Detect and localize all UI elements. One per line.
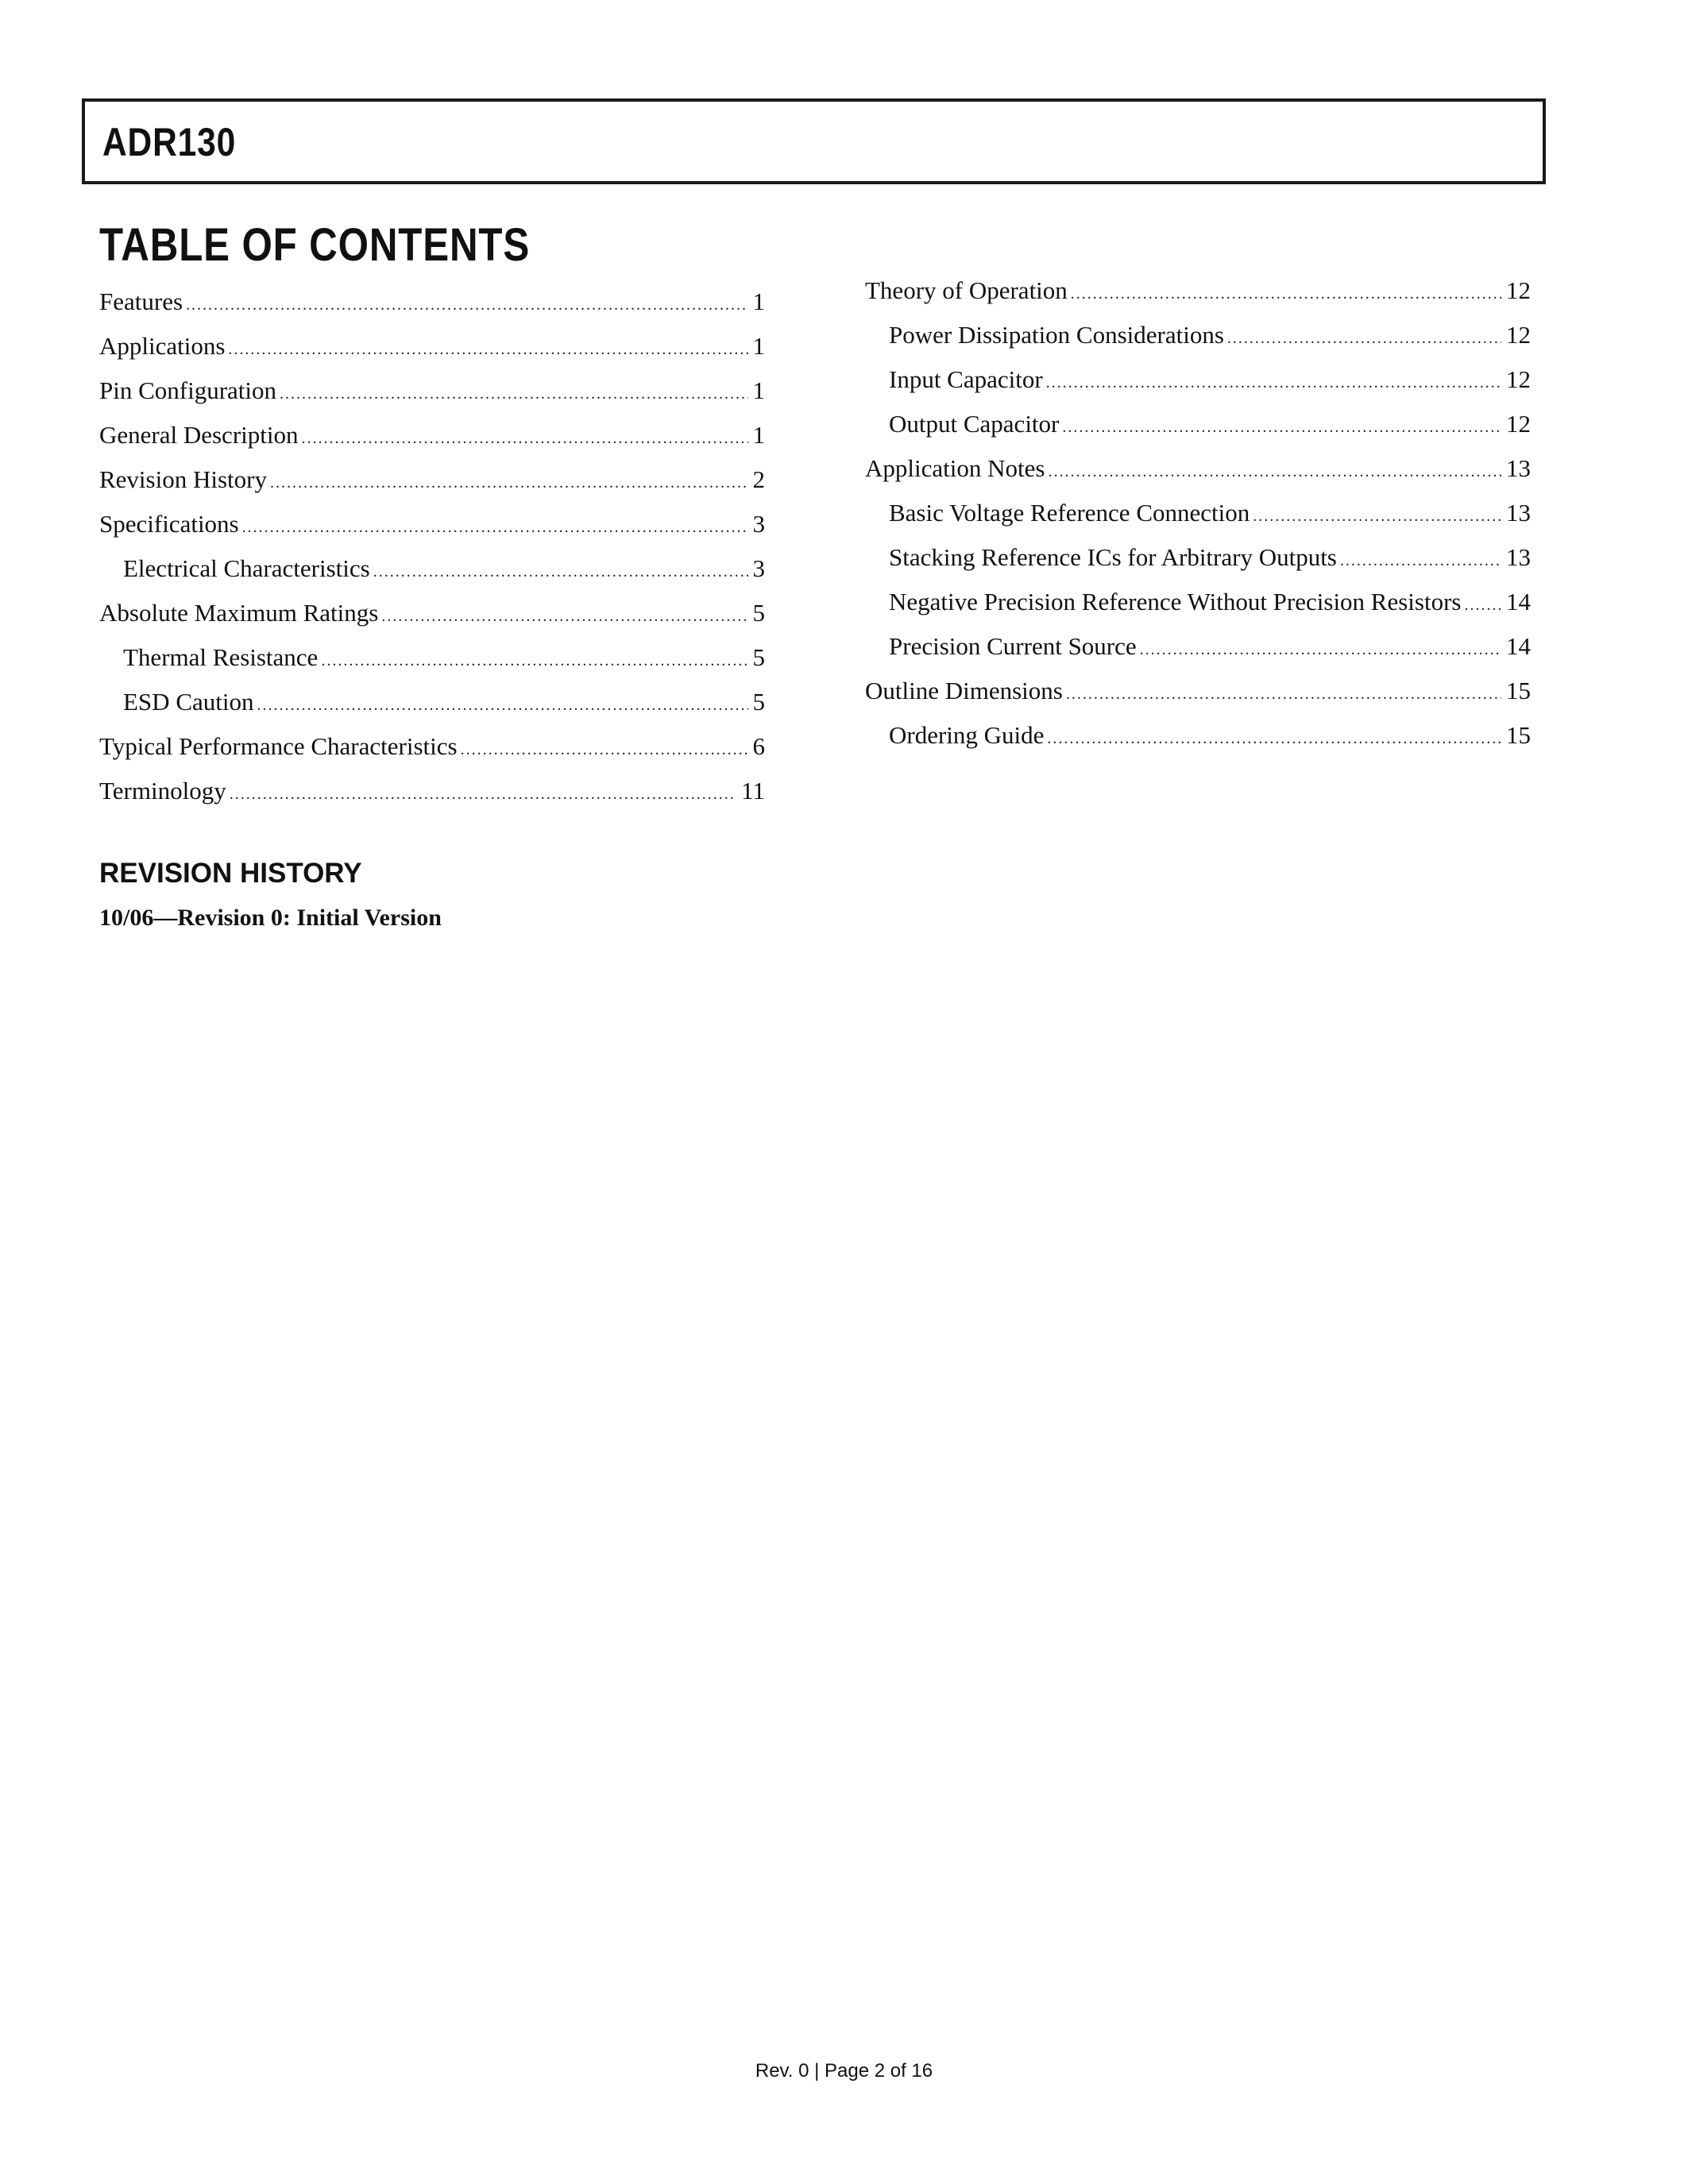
toc-subentry[interactable] xyxy=(99,680,765,724)
toc-entry[interactable] xyxy=(99,591,765,635)
toc-subentry[interactable] xyxy=(865,624,1531,669)
toc-subentry[interactable] xyxy=(865,491,1531,535)
toc-entry[interactable] xyxy=(99,724,765,769)
toc-leader-dots xyxy=(1227,316,1501,361)
toc-entry-page: 3 xyxy=(752,510,765,538)
toc-entry-page: 12 xyxy=(1506,276,1531,304)
toc-entry[interactable] xyxy=(99,769,765,813)
toc-entry-label: Features xyxy=(99,287,183,315)
toc-entry-label: Power Dissipation Considerations xyxy=(889,321,1224,349)
toc-entry[interactable] xyxy=(99,280,765,324)
toc-entry[interactable] xyxy=(99,457,765,502)
toc-subentry[interactable] xyxy=(865,357,1531,402)
toc-title: TABLE OF CONTENTS xyxy=(99,219,531,271)
toc-leader-dots xyxy=(1062,405,1501,450)
toc-entry-page: 14 xyxy=(1506,588,1531,615)
toc-entry-label: Electrical Characteristics xyxy=(123,554,370,582)
toc-leader-dots xyxy=(280,372,747,416)
toc-entry-page: 12 xyxy=(1506,410,1531,438)
toc-leader-dots xyxy=(242,505,748,550)
toc-entry-page: 13 xyxy=(1506,454,1531,482)
toc-entry-label: Input Capacitor xyxy=(889,365,1043,393)
toc-entry-label: Ordering Guide xyxy=(889,721,1045,749)
toc-leader-dots xyxy=(186,283,747,327)
toc-entry-page: 13 xyxy=(1506,543,1531,571)
toc-entry[interactable] xyxy=(99,324,765,369)
toc-leader-dots xyxy=(1066,672,1501,716)
toc-leader-dots xyxy=(461,727,748,772)
toc-entry[interactable] xyxy=(99,502,765,546)
toc-leader-dots xyxy=(1340,538,1501,583)
toc-entry-label: Pin Configuration xyxy=(99,376,277,404)
toc-entry-page: 5 xyxy=(752,599,765,627)
toc-leader-dots xyxy=(1046,361,1501,405)
toc-subentry[interactable] xyxy=(865,402,1531,446)
toc-entry-page: 6 xyxy=(752,732,765,760)
toc-leader-dots xyxy=(1048,450,1501,494)
toc-right-column xyxy=(865,268,1531,758)
toc-leader-dots xyxy=(1464,583,1501,627)
header-box xyxy=(82,98,1546,184)
toc-leader-dots xyxy=(1253,494,1501,538)
revision-entry: 10/06—Revision 0: Initial Version xyxy=(99,905,442,931)
toc-leader-dots xyxy=(373,550,748,594)
toc-entry[interactable] xyxy=(99,369,765,413)
toc-entry-label: ESD Caution xyxy=(123,688,254,716)
toc-entry-label: Typical Performance Characteristics xyxy=(99,732,458,760)
toc-leader-dots xyxy=(230,772,736,816)
toc-entry-label: Thermal Resistance xyxy=(123,643,319,671)
toc-subentry[interactable] xyxy=(865,713,1531,758)
toc-entry-label: Precision Current Source xyxy=(889,632,1137,660)
toc-entry-label: Application Notes xyxy=(865,454,1045,482)
page-footer: Rev. 0 | Page 2 of 16 xyxy=(755,2060,933,2082)
toc-entry-page: 15 xyxy=(1506,677,1531,704)
toc-entry[interactable] xyxy=(865,446,1531,491)
toc-subentry[interactable] xyxy=(99,635,765,680)
toc-leader-dots xyxy=(257,683,747,727)
toc-leader-dots xyxy=(381,594,747,639)
part-number: ADR130 xyxy=(102,120,237,164)
toc-entry-label: Applications xyxy=(99,332,226,360)
toc-entry-label: Revision History xyxy=(99,465,267,493)
toc-entry-page: 1 xyxy=(752,287,765,315)
toc-entry-page: 15 xyxy=(1506,721,1531,749)
toc-entry-page: 5 xyxy=(752,643,765,671)
toc-entry-page: 12 xyxy=(1506,365,1531,393)
toc-leader-dots xyxy=(228,327,747,372)
toc-leader-dots xyxy=(1071,272,1501,316)
toc-entry-page: 2 xyxy=(752,465,765,493)
toc-entry-page: 5 xyxy=(752,688,765,716)
toc-entry-label: Negative Precision Reference Without Precision Resistors xyxy=(889,588,1462,615)
toc-entry-label: Specifications xyxy=(99,510,239,538)
toc-entry-page: 1 xyxy=(752,421,765,449)
toc-entry-page: 12 xyxy=(1506,321,1531,349)
toc-leader-dots xyxy=(1047,716,1501,761)
toc-entry-label: Stacking Reference ICs for Arbitrary Outputs xyxy=(889,543,1337,571)
toc-leader-dots xyxy=(1140,627,1501,672)
toc-entry-label: Outline Dimensions xyxy=(865,677,1063,704)
toc-entry-label: Absolute Maximum Ratings xyxy=(99,599,379,627)
toc-subentry[interactable] xyxy=(865,535,1531,580)
toc-entry[interactable] xyxy=(99,413,765,457)
toc-entry-page: 11 xyxy=(741,777,765,805)
toc-leader-dots xyxy=(321,639,747,683)
toc-entry-page: 3 xyxy=(752,554,765,582)
toc-subentry[interactable] xyxy=(865,580,1531,624)
toc-entry-label: Terminology xyxy=(99,777,226,805)
toc-entry-label: Theory of Operation xyxy=(865,276,1068,304)
toc-entry-page: 13 xyxy=(1506,499,1531,527)
toc-entry-page: 1 xyxy=(752,332,765,360)
toc-entry-page: 14 xyxy=(1506,632,1531,660)
toc-subentry[interactable] xyxy=(99,546,765,591)
toc-left-column xyxy=(99,280,765,813)
toc-entry-label: General Description xyxy=(99,421,299,449)
toc-entry-page: 1 xyxy=(752,376,765,404)
toc-leader-dots xyxy=(301,416,747,461)
toc-subentry[interactable] xyxy=(865,313,1531,357)
toc-entry[interactable] xyxy=(865,669,1531,713)
toc-leader-dots xyxy=(270,461,748,505)
toc-entry-label: Basic Voltage Reference Connection xyxy=(889,499,1250,527)
toc-entry[interactable] xyxy=(865,268,1531,313)
toc-entry-label: Output Capacitor xyxy=(889,410,1060,438)
revision-history-heading: REVISION HISTORY xyxy=(99,858,362,889)
